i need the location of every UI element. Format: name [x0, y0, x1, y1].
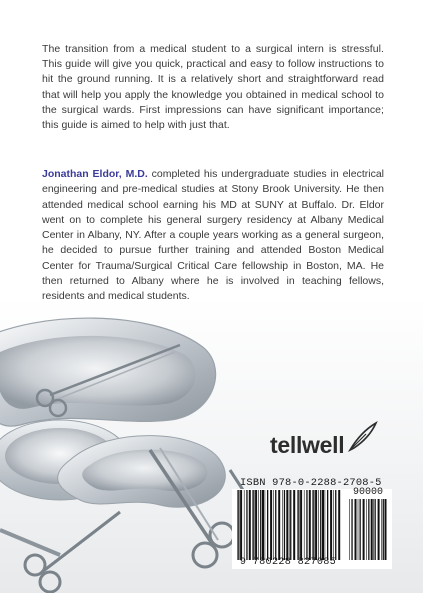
quill-feather-icon — [346, 420, 380, 454]
author-name: Jonathan Eldor, M.D. — [42, 168, 148, 180]
barcode-digits: 9 780228 827085 — [239, 557, 337, 568]
barcode-addon-bars — [349, 499, 387, 560]
author-bio — [42, 167, 384, 305]
isbn-barcode — [232, 489, 392, 569]
publisher-logo — [270, 428, 380, 468]
book-blurb: The transition from a medical student to a surgical intern is stressful. This guide will give you quick, practical and easy to follow instructions to hit the ground running. It is a relatively short and straightforward read that will help you apply the knowledge you obtained in medical school to the surgical wards. First impressions can have significant importance; this guide is aimed to help with just that. — [42, 43, 384, 132]
barcode-addon-digits: 90000 — [352, 487, 383, 498]
isbn-text: ISBN 978-0-2288-2708-5 — [240, 477, 382, 489]
barcode-bars — [237, 490, 341, 560]
author-bio-text: completed his undergraduate studies in electrical engineering and pre-medical studies at Stony Brook University. He then attended medical school earning his MD at SUNY at Buffalo. Dr. Eldor went on to complete his general surgery residency at Albany Medical Center in Albany, NY. After a couple years working as a general surgeon, he decided to pursue further training and attended Boston Medical Center for Trauma/Surgical Critical Care fellowship in Boston, MA. He then returned to Albany where he is involved in teaching fellows, residents and medical students. — [42, 168, 384, 303]
publisher-name: tellwell — [270, 432, 345, 458]
